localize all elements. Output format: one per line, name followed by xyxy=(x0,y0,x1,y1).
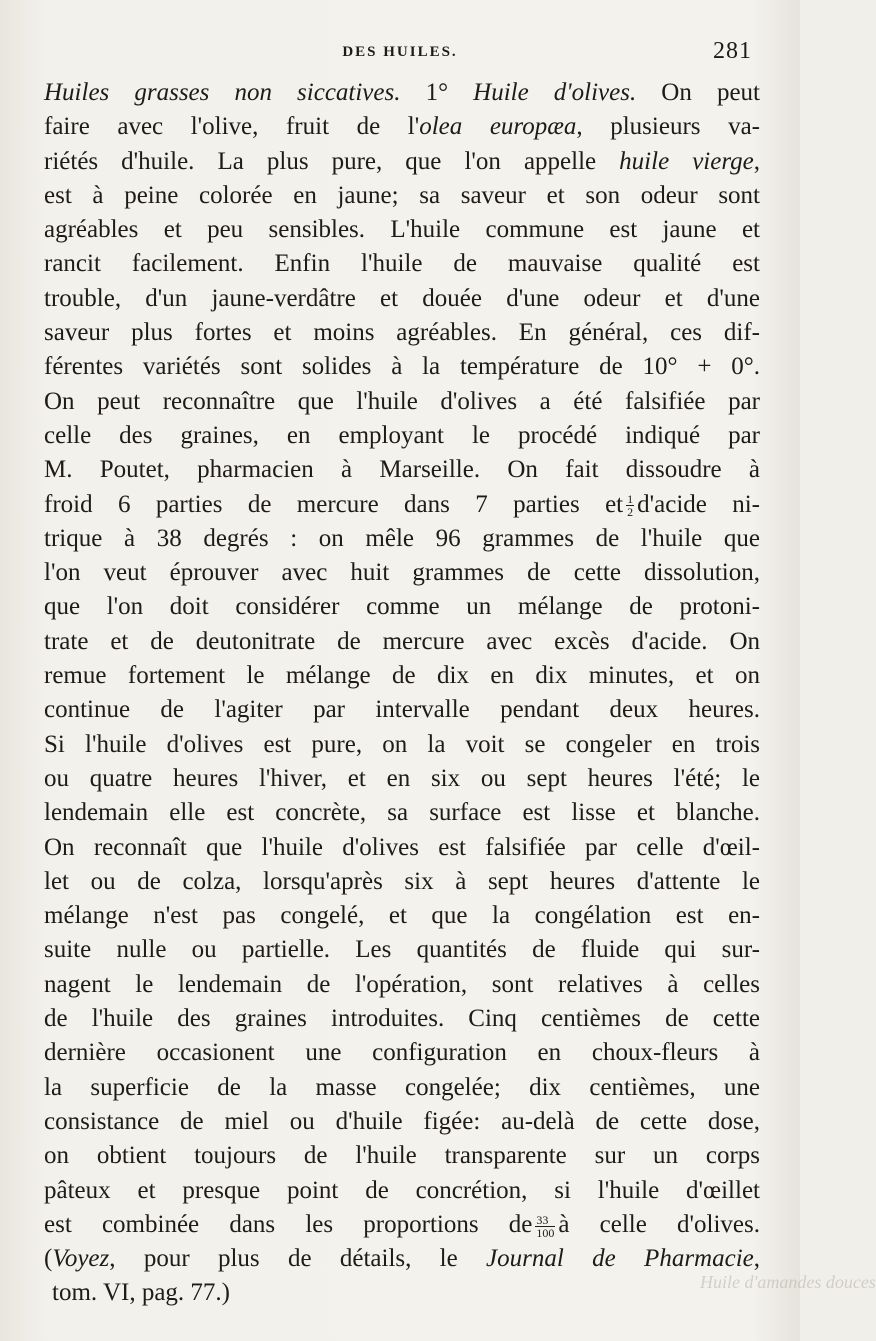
body-text xyxy=(44,76,760,1311)
journal-title: Journal de Pharmacie xyxy=(486,1245,754,1273)
text-line xyxy=(44,488,760,522)
text-fragment: faire avec l'olive, fruit de l' xyxy=(44,113,420,141)
text-fragment: , plusieurs va- xyxy=(576,113,760,141)
running-head xyxy=(0,38,800,68)
text-line: on obtient toujours de l'huile transparente sur un corps xyxy=(44,1142,760,1170)
emphasis: huile vierge xyxy=(619,147,754,175)
text-line: On reconnaît que l'huile d'olives est falsifiée par celle d'œil- xyxy=(44,833,760,861)
fraction-numerator: 33 xyxy=(535,1214,555,1227)
section-heading: Huiles grasses non siccatives. xyxy=(44,79,401,106)
text-line: la superficie de la masse congelée; dix centièmes, une xyxy=(44,1073,760,1101)
bleed-through-text: Huile d'amandes douces xyxy=(700,1272,876,1292)
text-line: continue de l'agiter par intervalle pendant deux heures. xyxy=(44,696,760,724)
text-line: trique à 38 degrés : on mêle 96 grammes de l'huile que xyxy=(44,524,760,552)
fraction xyxy=(535,1214,555,1239)
text-fragment: , xyxy=(753,1245,760,1273)
text-line: tom. VI, pag. 77.) xyxy=(52,1279,230,1307)
text-fragment: froid 6 parties de mercure dans 7 parties et xyxy=(44,490,624,518)
text-line: saveur plus fortes et moins agréables. En général, ces dif- xyxy=(44,319,760,347)
text-line: consistance de miel ou d'huile figée: au-delà de cette dose, xyxy=(44,1107,760,1135)
text-line: ou quatre heures l'hiver, et en six ou sept heures l'été; le xyxy=(44,764,760,792)
text-line: l'on veut éprouver avec huit grammes de cette dissolution, xyxy=(44,559,760,587)
fraction-denominator: 2 xyxy=(627,505,634,520)
text-fragment: 1° xyxy=(400,79,474,106)
text-fragment: On peut xyxy=(636,79,760,106)
text-line xyxy=(44,145,760,179)
text-fragment: est combinée dans les proportions de xyxy=(44,1210,533,1238)
text-fragment: d'acide ni- xyxy=(637,490,760,518)
text-fragment: ( xyxy=(44,1245,53,1273)
text-line: pâteux et presque point de concrétion, si l'huile d'œillet xyxy=(44,1176,760,1204)
text-line: M. Poutet, pharmacien à Marseille. On fait dissoudre à xyxy=(44,456,760,484)
text-line: On peut reconnaître que l'huile d'olives a été falsifiée par xyxy=(44,387,760,415)
fraction-numerator: 1 xyxy=(627,492,634,507)
text-line: mélange n'est pas congelé, et que la congélation est en- xyxy=(44,902,760,930)
text-fragment: à celle d'olives. xyxy=(558,1210,761,1238)
text-fragment: , pour plus de détails, le xyxy=(109,1245,487,1273)
text-line: let ou de colza, lorsqu'après six à sept heures d'attente le xyxy=(44,867,760,895)
text-fragment: riétés d'huile. La plus pure, que l'on appelle xyxy=(44,147,620,175)
text-line: trate et de deutonitrate de mercure avec excès d'acide. On xyxy=(44,627,760,655)
text-line xyxy=(44,1242,760,1276)
running-title: DES HUILES. xyxy=(342,44,458,60)
text-line xyxy=(44,1208,760,1242)
text-line: Si l'huile d'olives est pure, on la voit se congeler en trois xyxy=(44,730,760,758)
text-line: est à peine colorée en jaune; sa saveur et son odeur sont xyxy=(44,181,760,209)
text-line: férentes variétés sont solides à la température de 10° + 0°. xyxy=(44,353,760,381)
text-line: nagent le lendemain de l'opération, sont relatives à celles xyxy=(44,970,760,998)
text-line: trouble, d'un jaune-verdâtre et douée d'une odeur et d'une xyxy=(44,284,760,312)
text-line xyxy=(44,76,760,110)
text-line: de l'huile des graines introduites. Cinq centièmes de cette xyxy=(44,1005,760,1033)
text-line: celle des graines, en employant le procédé indiqué par xyxy=(44,421,760,449)
text-line: dernière occasionent une configuration en choux-fleurs à xyxy=(44,1039,760,1067)
text-line: que l'on doit considérer comme un mélange de protoni- xyxy=(44,593,760,621)
fraction xyxy=(626,493,634,518)
latin-name: olea europæa xyxy=(419,113,577,141)
text-line: rancit facilement. Enfin l'huile de mauvaise qualité est xyxy=(44,250,760,278)
subsection-heading: Huile d'olives. xyxy=(473,79,637,106)
text-line: lendemain elle est concrète, sa surface est lisse et blanche. xyxy=(44,799,760,827)
page-number: 281 xyxy=(713,38,752,64)
emphasis: Voyez xyxy=(52,1245,110,1273)
text-line xyxy=(44,110,760,144)
text-fragment: , xyxy=(753,147,760,175)
text-line: suite nulle ou partielle. Les quantités de fluide qui sur- xyxy=(44,936,760,964)
fraction-denominator: 100 xyxy=(536,1225,555,1240)
text-line: agréables et peu sensibles. L'huile commune est jaune et xyxy=(44,216,760,244)
text-line: remue fortement le mélange de dix en dix minutes, et on xyxy=(44,662,760,690)
